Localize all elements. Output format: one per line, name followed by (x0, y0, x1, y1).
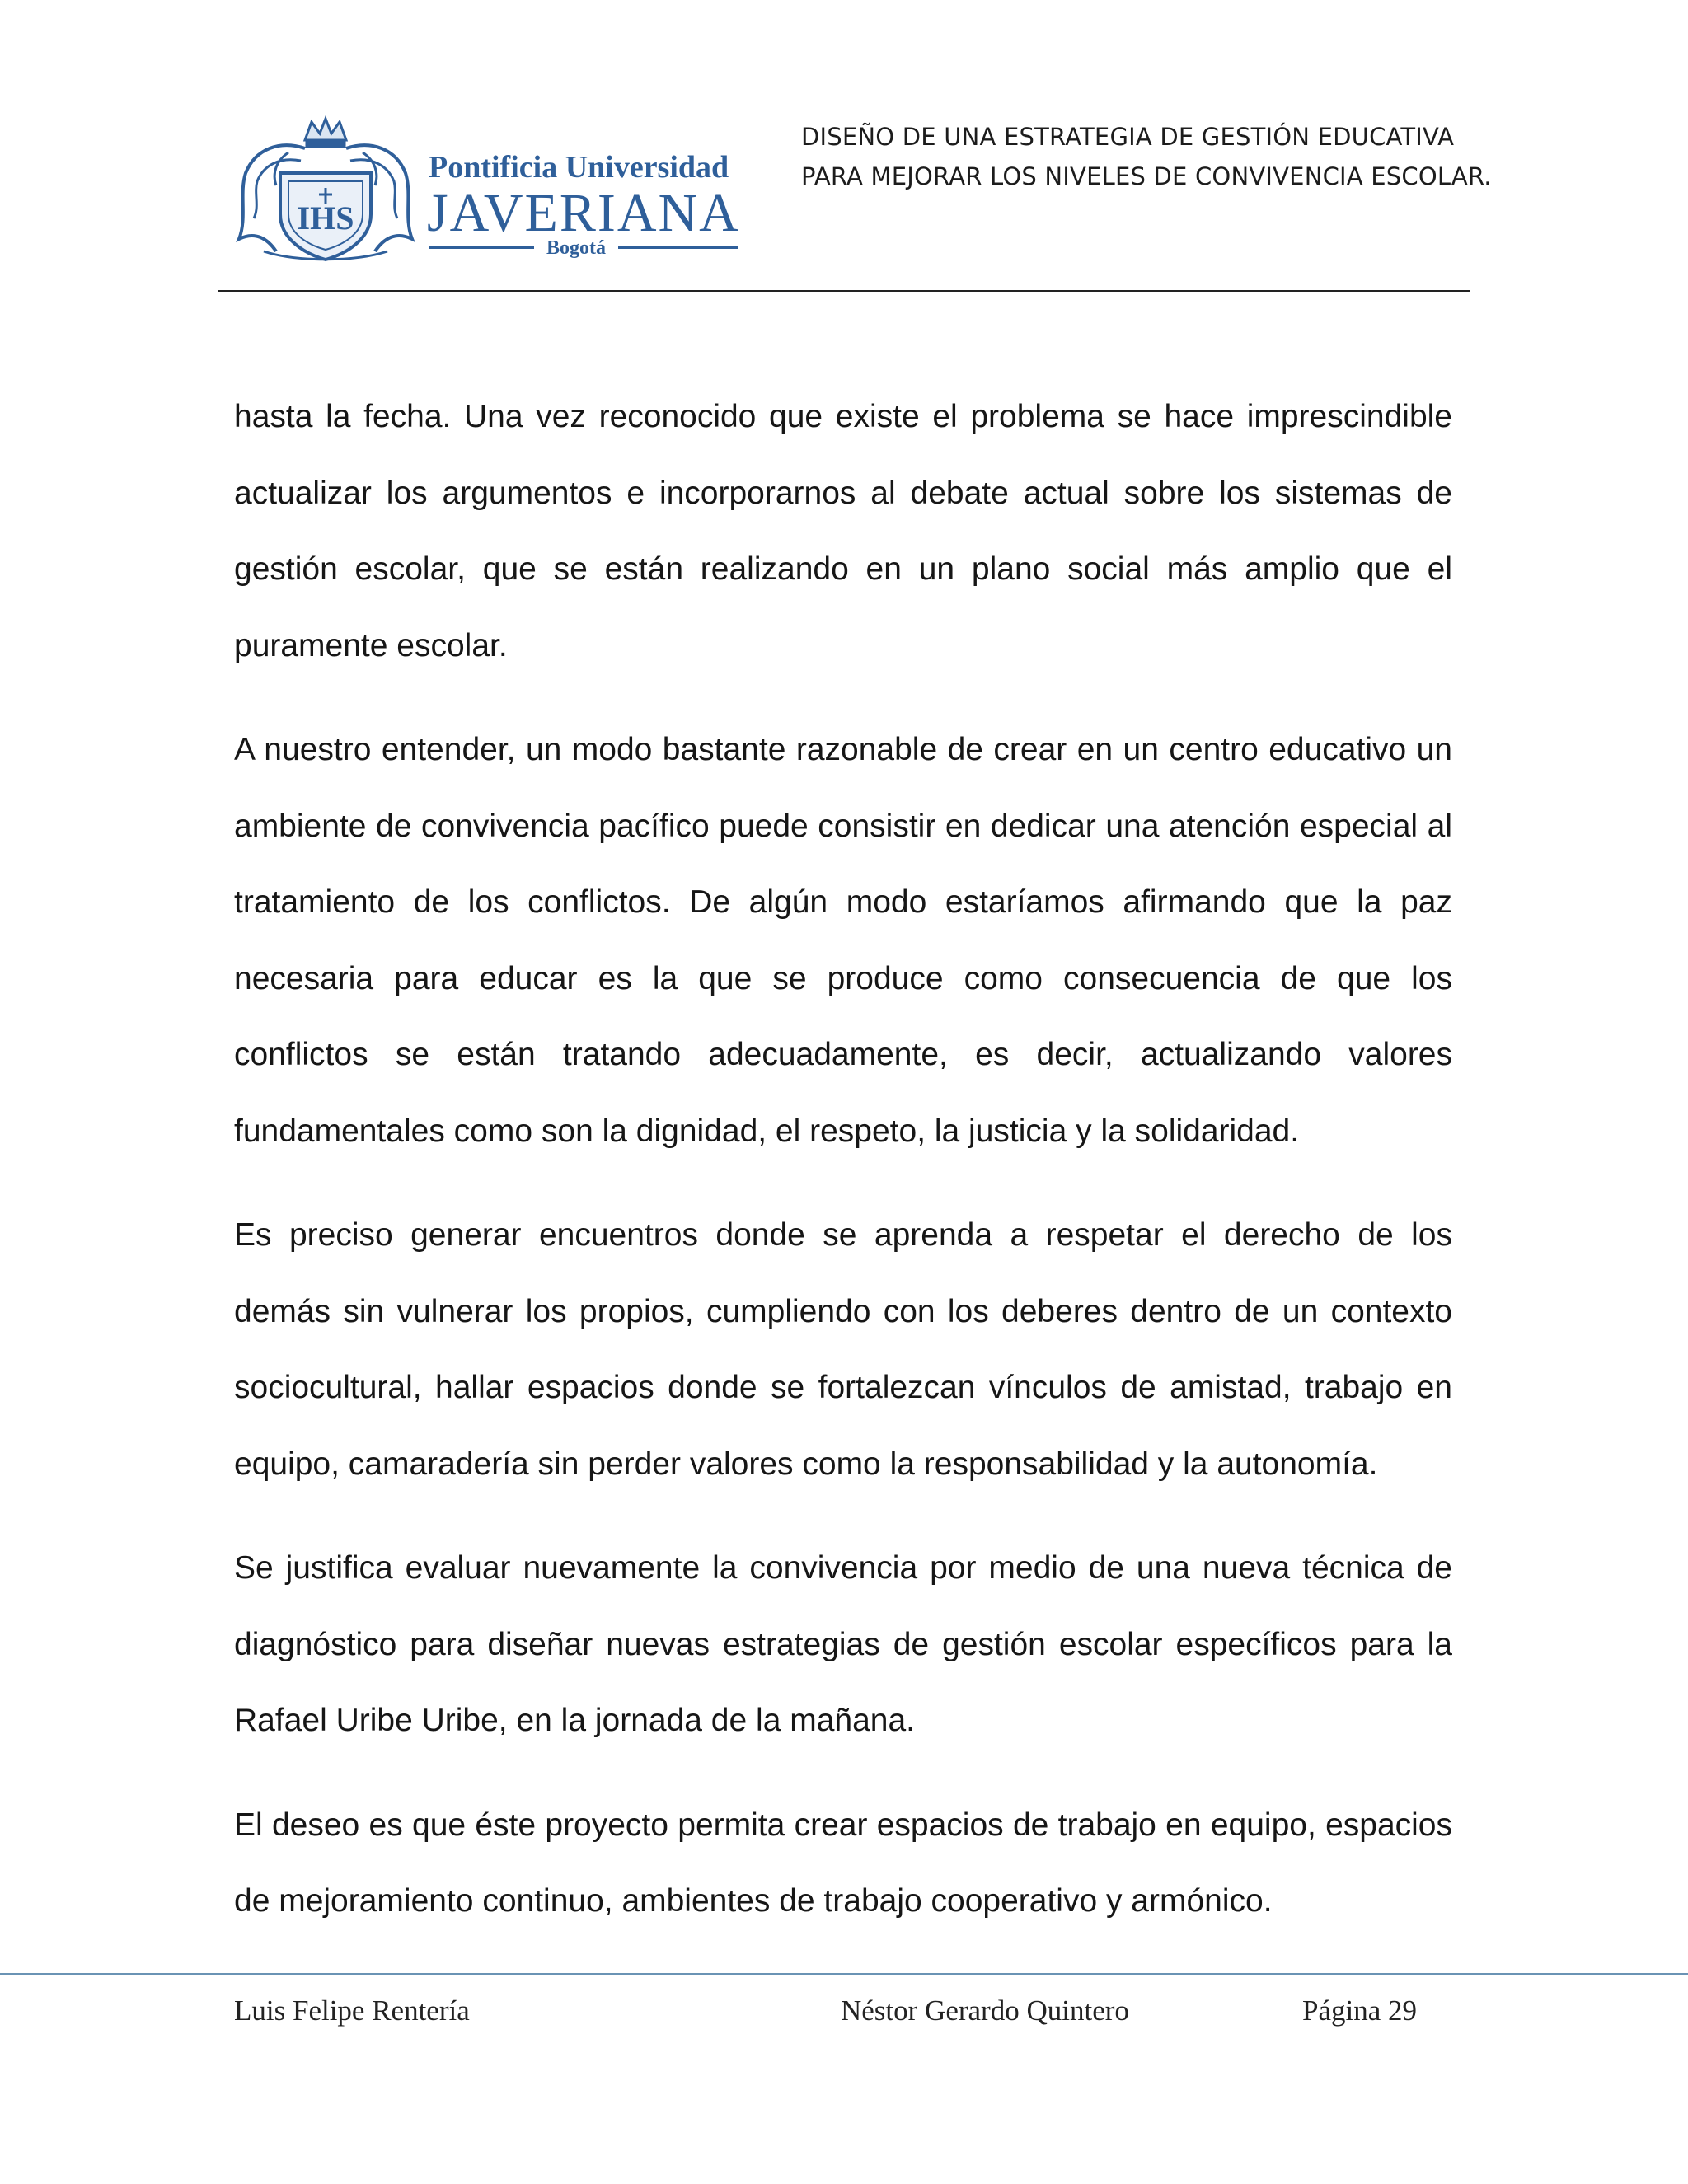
logo-line2: JAVERIANA (427, 183, 740, 243)
paragraph: Es preciso generar encuentros donde se aprenda a respetar el derecho de los demás sin vulnerar los propios, cumpliendo con los deberes dentro de un contexto sociocultural, hallar espacios donde se fortalezcan vínculos de amistad, trabajo en equipo, camaradería sin perder valores como la responsabilidad y la autonomía. (234, 1217, 1452, 1482)
university-logo (231, 115, 750, 264)
crest-icon (239, 119, 412, 260)
footer-author-2: Néstor Gerardo Quintero (841, 1994, 1129, 2027)
footer-author-1: Luis Felipe Rentería (234, 1994, 470, 2027)
logo-line1: Pontificia Universidad (429, 150, 729, 185)
svg-text:IHS: IHS (297, 199, 354, 237)
page-body (234, 379, 1452, 1968)
paragraph: A nuestro entender, un modo bastante razonable de crear en un centro educativo un ambiente de convivencia pacífico puede consistir en dedicar una atención especial al tratamiento de los conflictos. De algún modo estaríamos afirmando que la paz necesaria para educar es la que se produce como consecuencia de que los conflictos se están tratando adecuadamente, es decir, actualizando valores fundamentales como son la dignidad, el respeto, la justicia y la solidaridad. (234, 732, 1452, 1149)
paragraph: hasta la fecha. Una vez reconocido que existe el problema se hace imprescindible actualizar los argumentos e incorporarnos al debate actual sobre los sistemas de gestión escolar, que se están realizando en un plano social más amplio que el puramente escolar. (234, 399, 1452, 663)
title-line: PARA MEJORAR LOS NIVELES DE CONVIVENCIA ESCOLAR. (801, 162, 1492, 190)
page-footer (0, 1994, 1688, 2044)
footer-divider (0, 1973, 1688, 1975)
paragraph: Se justifica evaluar nuevamente la convivencia por medio de una nueva técnica de diagnóstico para diseñar nuevas estrategias de gestión escolar específicos para la Rafael Uribe Uribe, en la jornada de la mañana. (234, 1550, 1452, 1738)
page-number: Página 29 (1302, 1994, 1418, 2027)
title-line: DISEÑO DE UNA ESTRATEGIA DE GESTIÓN EDUCATIVA (801, 123, 1455, 151)
page-header (0, 0, 1688, 297)
header-divider (218, 290, 1470, 292)
logo-line3: Bogotá (546, 237, 606, 259)
document-title (801, 117, 1492, 196)
paragraph: El deseo es que éste proyecto permita crear espacios de trabajo en equipo, espacios de mejoramiento continuo, ambientes de trabajo cooperativo y armónico. (234, 1807, 1452, 1919)
